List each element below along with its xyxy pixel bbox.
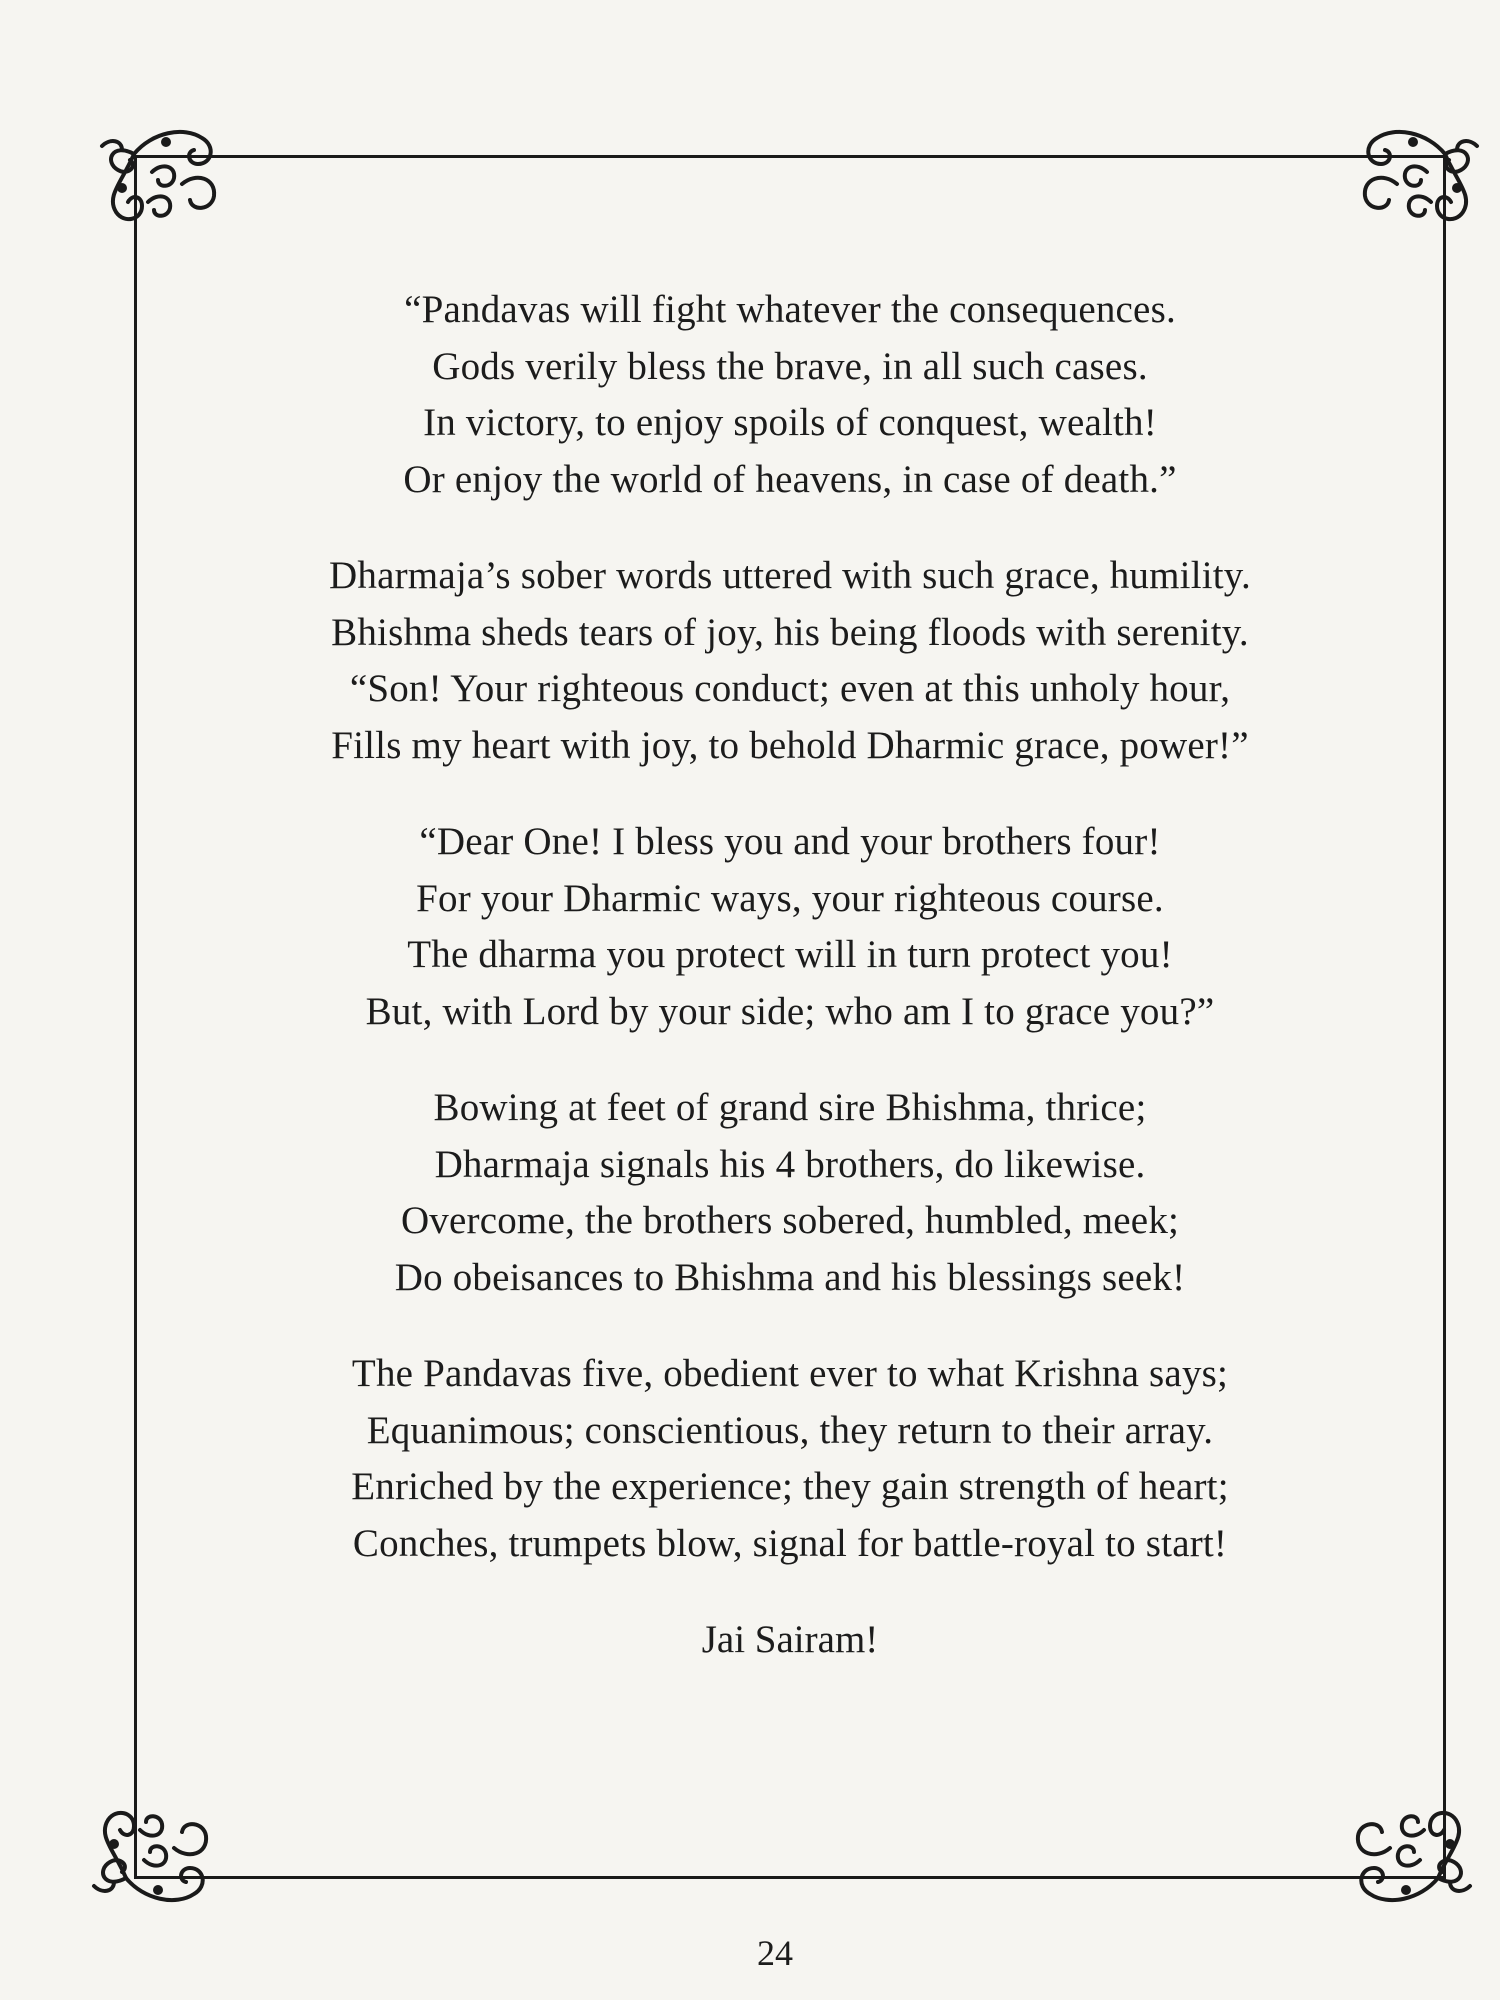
page-number: 24 (757, 1933, 793, 1973)
poem-line: Or enjoy the world of heavens, in case of death.” (403, 457, 1177, 501)
poem-line: Conches, trumpets blow, signal for battle-royal to start! (352, 1521, 1228, 1565)
stanza-3 (150, 814, 1430, 1040)
poem-line: Enriched by the experience; they gain strength of heart; (351, 1465, 1229, 1508)
poem-line: Bowing at feet of grand sire Bhishma, thrice; (433, 1086, 1147, 1129)
ornamental-corner-top-right-icon (1337, 112, 1487, 242)
poem-line: Gods verily bless the brave, in all such cases. (432, 344, 1148, 388)
poem-line: “Son! Your righteous conduct; even at this unholy hour, (349, 667, 1231, 710)
poem-line: In victory, to enjoy spoils of conquest, wealth! (423, 401, 1157, 444)
ornamental-corner-top-left-icon (92, 112, 242, 242)
poem-body (150, 282, 1430, 1668)
poem-line: “Pandavas will fight whatever the consequences. (404, 288, 1176, 331)
poem-line: The dharma you protect will in turn protect you! (407, 933, 1173, 976)
poem-line: The Pandavas five, obedient ever to what Krishna says; (351, 1352, 1229, 1395)
ornamental-corner-bottom-right-icon (1330, 1790, 1480, 1920)
poem-line: Fills my heart with joy, to behold Dharmic grace, power!” (331, 723, 1249, 767)
stanza-1 (150, 282, 1430, 508)
poem-line: Equanimous; conscientious, they return to their array. (366, 1408, 1214, 1452)
closing-salutation: Jai Sairam! (701, 1618, 879, 1661)
poem-line: Dharmaja’s sober words uttered with such grace, humility. (329, 554, 1251, 597)
poem-line: For your Dharmic ways, your righteous course. (416, 876, 1164, 920)
poem-line: Overcome, the brothers sobered, humbled, meek; (400, 1199, 1180, 1242)
poem-line: Bhishma sheds tears of joy, his being floods with serenity. (331, 610, 1249, 654)
stanza-4 (150, 1080, 1430, 1306)
poem-line: But, with Lord by your side; who am I to grace you?” (365, 989, 1215, 1033)
poem-line: “Dear One! I bless you and your brothers four! (419, 820, 1161, 863)
stanza-2 (150, 548, 1430, 774)
ornamental-corner-bottom-left-icon (84, 1790, 234, 1920)
stanza-5 (150, 1346, 1430, 1572)
poem-line: Dharmaja signals his 4 brothers, do likewise. (434, 1142, 1146, 1186)
poem-line: Do obeisances to Bhishma and his blessings seek! (394, 1255, 1186, 1299)
